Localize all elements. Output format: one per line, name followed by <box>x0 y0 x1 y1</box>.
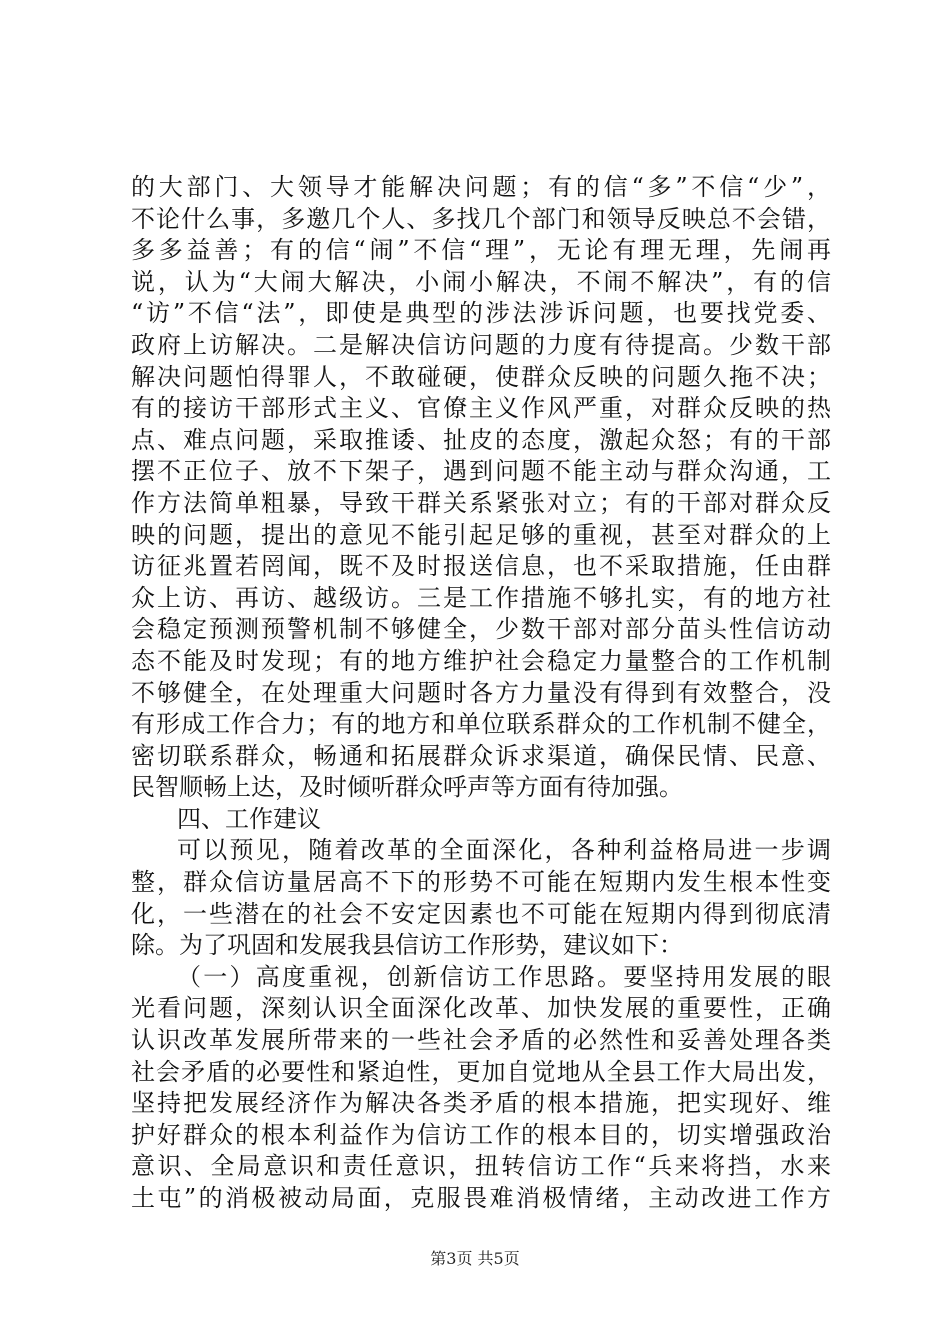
text-line: 土屯”的消极被动局面，克服畏难消极情绪，主动改进工作方 <box>131 1184 831 1212</box>
text-line: 的大部门、大领导才能解决问题；有的信“多”不信“少”， <box>131 173 831 201</box>
text-line: 说，认为“大闹大解决，小闹小解决，不闹不解决”，有的信 <box>131 267 831 296</box>
text-line: 整，群众信访量居高不下的形势不可能在短期内发生根本性变 <box>131 868 831 897</box>
paragraph-1 <box>131 172 831 804</box>
text-line: 不论什么事，多邀几个人、多找几个部门和领导反映总不会错， <box>131 204 831 233</box>
text-line: 可以预见，随着改革的全面深化，各种利益格局进一步调 <box>177 836 831 865</box>
text-line: 密切联系群众，畅通和拓展群众诉求渠道，确保民情、民意、 <box>131 741 831 770</box>
text-line: 有形成工作合力；有的地方和单位联系群众的工作机制不健全， <box>131 710 831 739</box>
text-line: 解决问题怕得罪人，不敢碰硬，使群众反映的问题久拖不决； <box>131 362 831 391</box>
document-body <box>131 172 831 1215</box>
text-line: 不够健全，在处理重大问题时各方力量没有得到有效整合，没 <box>131 678 831 707</box>
text-line: 会稳定预测预警机制不够健全，少数干部对部分苗头性信访动 <box>131 615 831 644</box>
text-line: 认识改革发展所带来的一些社会矛盾的必然性和妥善处理各类 <box>131 1026 831 1055</box>
text-line: 有的接访干部形式主义、官僚主义作风严重，对群众反映的热 <box>131 394 831 423</box>
text-line: （一）高度重视，创新信访工作思路。要坚持用发展的眼 <box>177 962 831 991</box>
text-line: 除。为了巩固和发展我县信访工作形势，建议如下： <box>131 931 683 960</box>
text-line: 意识、全局意识和责任意识，扭转信访工作“兵来将挡，水来 <box>131 1152 831 1181</box>
section-heading: 四、工作建议 <box>177 804 321 833</box>
text-line: 作方法简单粗暴，导致干群关系紧张对立；有的干部对群众反 <box>131 488 831 517</box>
text-line: 摆不正位子、放不下架子，遇到问题不能主动与群众沟通，工 <box>131 457 831 486</box>
text-line: 坚持把发展经济作为解决各类矛盾的根本措施，把实现好、维 <box>131 1089 831 1118</box>
text-line: 民智顺畅上达，及时倾听群众呼声等方面有待加强。 <box>131 773 683 802</box>
text-line: 社会矛盾的必要性和紧迫性，更加自觉地从全县工作大局出发， <box>131 1057 831 1086</box>
text-line: 护好群众的根本利益作为信访工作的根本目的，切实增强政治 <box>131 1120 831 1149</box>
text-line: 多多益善；有的信“闹”不信“理”，无论有理无理，先闹再 <box>131 236 831 265</box>
text-line: “访”不信“法”，即使是典型的涉法涉诉问题，也要找党委、 <box>131 299 831 328</box>
paragraph-2 <box>131 835 831 961</box>
text-line: 政府上访解决。二是解决信访问题的力度有待提高。少数干部 <box>131 330 831 359</box>
text-line: 点、难点问题，采取推诿、扯皮的态度，激起众怒；有的干部 <box>131 425 831 454</box>
text-line: 态不能及时发现；有的地方维护社会稳定力量整合的工作机制 <box>131 646 831 675</box>
text-line: 众上访、再访、越级访。三是工作措施不够扎实，有的地方社 <box>131 583 831 612</box>
paragraph-3 <box>131 962 831 1215</box>
text-line: 化，一些潜在的社会不安定因素也不可能在短期内得到彻底清 <box>131 899 831 928</box>
text-line: 映的问题，提出的意见不能引起足够的重视，甚至对群众的上 <box>131 520 831 549</box>
page-number-footer: 第3页 共5页 <box>430 1249 520 1268</box>
text-line: 光看问题，深刻认识全面深化改革、加快发展的重要性，正确 <box>131 994 831 1023</box>
text-line: 访征兆置若罔闻，既不及时报送信息，也不采取措施，任由群 <box>131 552 831 581</box>
